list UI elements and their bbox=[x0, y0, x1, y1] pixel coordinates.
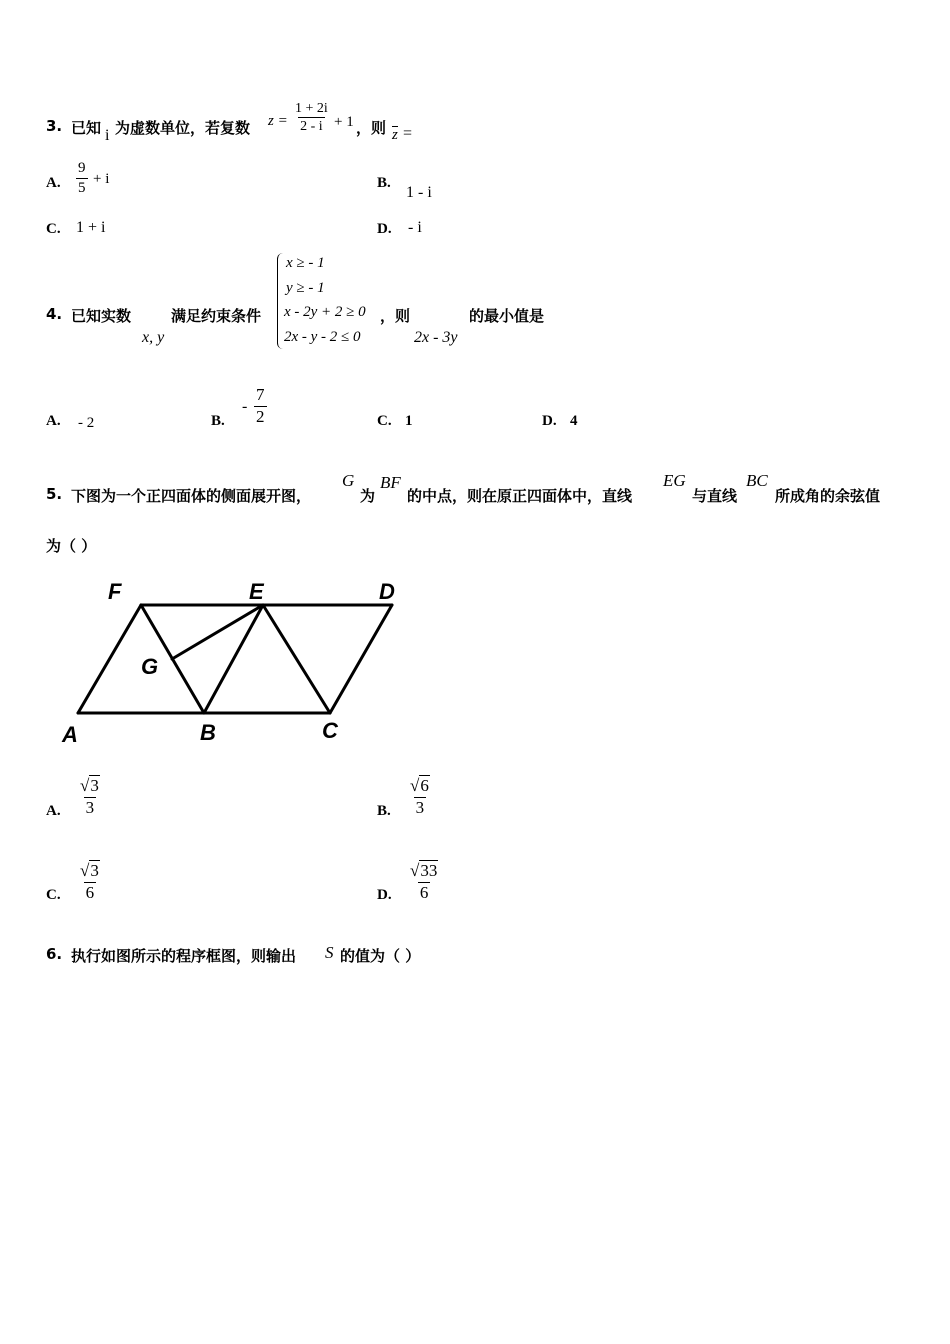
q5-c-fraction bbox=[78, 862, 102, 902]
option-label: A. bbox=[46, 413, 61, 429]
q4-cond-1: x ≥ - 1 bbox=[286, 255, 325, 271]
q5-text-3: 的中点，则在原正四面体中，直线 bbox=[407, 487, 633, 505]
q3-text-1: 已知 bbox=[71, 119, 102, 137]
frac-num: 7 bbox=[256, 385, 265, 404]
option-label: B. bbox=[377, 175, 391, 191]
label-a: A bbox=[62, 722, 78, 747]
q4-number: 4. bbox=[46, 305, 63, 323]
q4-cond-3: x - 2y + 2 ≥ 0 bbox=[284, 304, 366, 320]
q3-plus-one: + 1 bbox=[334, 114, 354, 130]
q4-vars: x, y bbox=[142, 329, 165, 346]
q5-text-6: 为（ ） bbox=[46, 537, 97, 555]
label-c: C bbox=[322, 718, 338, 743]
option-value: 1 - i bbox=[406, 184, 432, 201]
option-value: - 2 bbox=[78, 415, 95, 431]
q5-bc: BC bbox=[746, 471, 768, 490]
option-label: C. bbox=[46, 221, 61, 237]
q6-number: 6. bbox=[46, 945, 63, 963]
frac-den: 6 bbox=[419, 882, 429, 902]
option-value: 4 bbox=[570, 413, 578, 429]
option-label: B. bbox=[377, 803, 391, 819]
q5-eg: EG bbox=[663, 471, 686, 490]
q3-zbar: z bbox=[392, 127, 398, 143]
q3-z-eq: z = bbox=[268, 113, 288, 129]
q6-text-2: 的值为（ ） bbox=[340, 947, 421, 965]
option-label: D. bbox=[377, 887, 392, 903]
q5-d-fraction bbox=[408, 862, 440, 902]
q5-a-fraction bbox=[78, 777, 102, 817]
line-dc bbox=[330, 605, 392, 713]
q3-frac-den: 2 - i bbox=[300, 119, 323, 135]
frac-den: 5 bbox=[78, 179, 86, 196]
q3-i: i bbox=[105, 127, 110, 144]
q5-b-fraction bbox=[408, 777, 432, 817]
sqrt-sign: √3 bbox=[80, 776, 99, 795]
frac-den: 2 bbox=[256, 406, 265, 426]
radicand: 3 bbox=[90, 776, 99, 795]
q3-text-2: 为虚数单位，若复数 bbox=[115, 119, 251, 137]
label-g: G bbox=[141, 654, 159, 679]
sqrt-sign: √6 bbox=[410, 776, 429, 795]
q5-text-5: 所成角的余弦值 bbox=[775, 487, 881, 505]
frac-den: 6 bbox=[85, 882, 95, 902]
label-b: B bbox=[200, 720, 216, 745]
option-label: B. bbox=[211, 413, 225, 429]
sqrt-sign: √3 bbox=[80, 861, 99, 880]
q3-a-tail: + i bbox=[93, 171, 110, 187]
q4-cond-2: y ≥ - 1 bbox=[286, 280, 325, 296]
q3-number: 3. bbox=[46, 117, 63, 135]
option-label: C. bbox=[377, 413, 392, 429]
label-d: D bbox=[379, 579, 395, 604]
q5-number: 5. bbox=[46, 485, 63, 503]
radicand: 6 bbox=[420, 776, 429, 795]
option-label: D. bbox=[542, 413, 557, 429]
q4-text-2: 满足约束条件 bbox=[171, 307, 262, 325]
sqrt-sign: √33 bbox=[410, 861, 438, 880]
option-label: C. bbox=[46, 887, 61, 903]
line-ec bbox=[263, 605, 330, 713]
q4-text-4: 的最小值是 bbox=[469, 307, 545, 325]
frac-den: 3 bbox=[85, 797, 95, 817]
q6-text-1: 执行如图所示的程序框图，则输出 bbox=[71, 947, 297, 965]
q4-text-3: ，则 bbox=[380, 307, 411, 325]
option-sign: - bbox=[242, 398, 248, 415]
q6-s: S bbox=[325, 943, 334, 962]
q5-bf: BF bbox=[380, 473, 401, 492]
q4-cond-4: 2x - y - 2 ≤ 0 bbox=[284, 329, 361, 345]
option-label: A. bbox=[46, 175, 61, 191]
q3-equals: = bbox=[403, 125, 413, 142]
line-fa bbox=[78, 605, 141, 713]
option-value: 1 + i bbox=[76, 219, 106, 236]
q5-g: G bbox=[342, 471, 355, 490]
label-f: F bbox=[108, 579, 122, 604]
q5-text-4: 与直线 bbox=[692, 487, 738, 505]
option-value: - i bbox=[408, 219, 422, 236]
q5-text-2: 为 bbox=[360, 487, 376, 505]
q3-fraction bbox=[293, 101, 330, 135]
radicand: 3 bbox=[90, 861, 99, 880]
tetrahedron-net-figure bbox=[0, 570, 420, 755]
frac-den: 3 bbox=[415, 797, 425, 817]
q3-text-3: ，则 bbox=[356, 119, 387, 137]
q5-text-1: 下图为一个正四面体的侧面展开图， bbox=[71, 487, 312, 505]
option-label: A. bbox=[46, 803, 61, 819]
q3-a-fraction bbox=[76, 160, 88, 196]
q4-expr: 2x - 3y bbox=[414, 329, 458, 346]
frac-num: 9 bbox=[78, 160, 86, 176]
label-e: E bbox=[249, 579, 264, 604]
radicand: 33 bbox=[420, 861, 438, 880]
option-value: 1 bbox=[405, 413, 413, 429]
option-label: D. bbox=[377, 221, 392, 237]
q4-text-1: 已知实数 bbox=[71, 307, 132, 325]
q4-b-fraction bbox=[254, 386, 267, 426]
q3-frac-num: 1 + 2i bbox=[295, 101, 328, 116]
